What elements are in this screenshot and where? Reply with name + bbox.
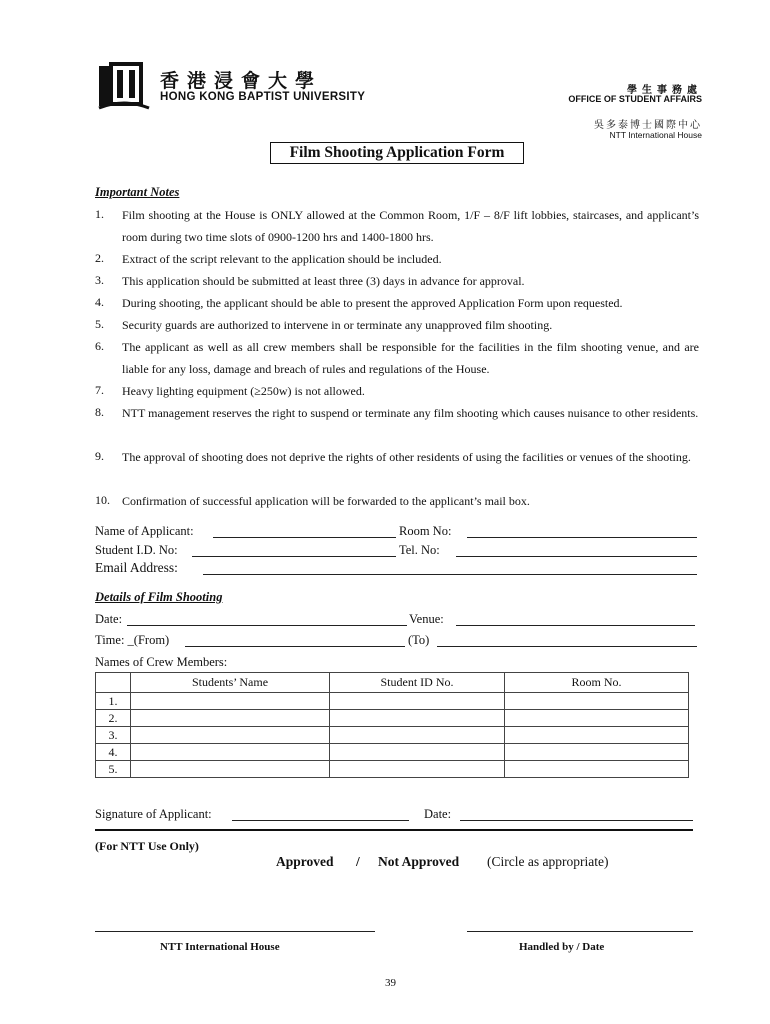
crew-student-id-cell[interactable]: [330, 744, 505, 761]
note-number: 4.: [95, 295, 104, 309]
crew-room-cell[interactable]: [505, 727, 689, 744]
crew-room-cell[interactable]: [505, 693, 689, 710]
details-heading: Details of Film Shooting: [95, 590, 223, 604]
note-text: This application should be submitted at least three (3) days in advance for approval.: [122, 274, 525, 288]
hkbu-logo-icon: [97, 60, 151, 112]
crew-name-cell[interactable]: [131, 727, 330, 744]
applicant-name-field[interactable]: [213, 537, 396, 538]
shooting-date-field[interactable]: [127, 625, 407, 626]
signature-field[interactable]: [232, 820, 409, 821]
note-text: During shooting, the applicant should be able to present the approved Application Form upon requested.: [122, 296, 623, 310]
column-header-students-name: Students’ Name: [131, 673, 330, 693]
column-header-student-id: Student ID No.: [330, 673, 505, 693]
email-label: Email Address:: [95, 560, 178, 575]
house-name-chinese: 吳多泰博士國際中心: [594, 120, 702, 131]
column-header-number: [96, 673, 131, 693]
crew-members-table: [95, 672, 689, 778]
note-text: Extract of the script relevant to the application should be included.: [122, 252, 442, 266]
time-to-label: (To): [408, 633, 430, 647]
row-number: 3.: [96, 727, 131, 744]
venue-field[interactable]: [456, 625, 695, 626]
table-row: [96, 710, 689, 727]
crew-student-id-cell[interactable]: [330, 761, 505, 778]
note-number: 2.: [95, 251, 104, 265]
university-name-chinese: 香港浸會大學: [160, 71, 323, 92]
circle-instruction: (Circle as appropriate): [487, 854, 609, 869]
row-number: 4.: [96, 744, 131, 761]
venue-label: Venue:: [409, 612, 444, 626]
office-use-label: (For NTT Use Only): [95, 839, 199, 853]
crew-student-id-cell[interactable]: [330, 727, 505, 744]
page-number: 39: [385, 977, 396, 989]
time-to-field[interactable]: [437, 646, 697, 647]
note-text: The approval of shooting does not deprive the rights of other residents of using the facilities or venues of the shooting.: [122, 450, 691, 464]
note-text: NTT management reserves the right to suspend or terminate any film shooting which causes nuisance to other residents.: [122, 406, 699, 420]
room-number-label: Room No:: [399, 524, 452, 538]
table-header-row: [96, 673, 689, 693]
applicant-name-label: Name of Applicant:: [95, 524, 194, 538]
ntt-caption: NTT International House: [160, 941, 280, 953]
note-number: 9.: [95, 449, 104, 463]
handled-by-caption: Handled by / Date: [519, 941, 605, 953]
email-field[interactable]: [203, 574, 697, 575]
crew-members-label: Names of Crew Members:: [95, 655, 228, 669]
note-text: The applicant as well as all crew members shall be responsible for the facilities in the film shooting venue, and are liable for any loss, damage and breach of rules and regulations of the House.: [122, 340, 699, 376]
note-number: 5.: [95, 317, 104, 331]
notes-heading: Important Notes: [95, 185, 180, 199]
office-name-english: OFFICE OF STUDENT AFFAIRS: [568, 94, 702, 104]
column-header-room-number: Room No.: [505, 673, 689, 693]
signature-label: Signature of Applicant:: [95, 807, 212, 821]
handled-by-line[interactable]: [467, 931, 693, 932]
note-number: 1.: [95, 207, 104, 221]
house-name-english: NTT International House: [609, 130, 702, 140]
row-number: 2.: [96, 710, 131, 727]
crew-name-cell[interactable]: [131, 744, 330, 761]
note-text: Film shooting at the House is ONLY allowed at the Common Room, 1/F – 8/F lift lobbies, staircases, and applicant’s room during two time slots of 0900-1200 hrs and 1400-1800 hrs.: [122, 208, 699, 244]
not-approved-option[interactable]: Not Approved: [378, 854, 460, 869]
signature-date-field[interactable]: [460, 820, 693, 821]
table-row: [96, 727, 689, 744]
crew-name-cell[interactable]: [131, 761, 330, 778]
student-id-label: Student I.D. No:: [95, 543, 178, 557]
time-from-field[interactable]: [185, 646, 405, 647]
row-number: 1.: [96, 693, 131, 710]
option-separator: /: [356, 854, 360, 869]
date-label: Date:: [95, 612, 123, 626]
office-name-chinese: 學生事務處: [627, 85, 702, 96]
university-name-english: HONG KONG BAPTIST UNIVERSITY: [160, 91, 366, 103]
table-row: [96, 693, 689, 710]
approved-option[interactable]: Approved: [276, 854, 334, 869]
crew-room-cell[interactable]: [505, 710, 689, 727]
student-id-field[interactable]: [192, 556, 396, 557]
ntt-signature-line[interactable]: [95, 931, 375, 932]
crew-student-id-cell[interactable]: [330, 710, 505, 727]
crew-room-cell[interactable]: [505, 744, 689, 761]
crew-name-cell[interactable]: [131, 693, 330, 710]
crew-room-cell[interactable]: [505, 761, 689, 778]
note-number: 6.: [95, 339, 104, 353]
note-text: Security guards are authorized to intervene in or terminate any unapproved film shooting.: [122, 318, 553, 332]
note-number: 8.: [95, 405, 104, 419]
note-number: 3.: [95, 273, 104, 287]
note-text: Confirmation of successful application will be forwarded to the applicant’s mail box.: [122, 494, 530, 508]
crew-name-cell[interactable]: [131, 710, 330, 727]
note-number: 10.: [95, 493, 110, 507]
table-row: [96, 761, 689, 778]
tel-number-label: Tel. No:: [399, 543, 440, 557]
row-number: 5.: [96, 761, 131, 778]
tel-number-field[interactable]: [456, 556, 697, 557]
time-from-label: Time: _(From): [95, 633, 170, 647]
section-divider: [95, 829, 693, 831]
room-number-field[interactable]: [467, 537, 697, 538]
crew-student-id-cell[interactable]: [330, 693, 505, 710]
note-number: 7.: [95, 383, 104, 397]
note-text: Heavy lighting equipment (≥250w) is not allowed.: [122, 384, 365, 398]
form-title: Film Shooting Application Form: [270, 142, 524, 164]
signature-date-label: Date:: [424, 807, 452, 821]
table-row: [96, 744, 689, 761]
